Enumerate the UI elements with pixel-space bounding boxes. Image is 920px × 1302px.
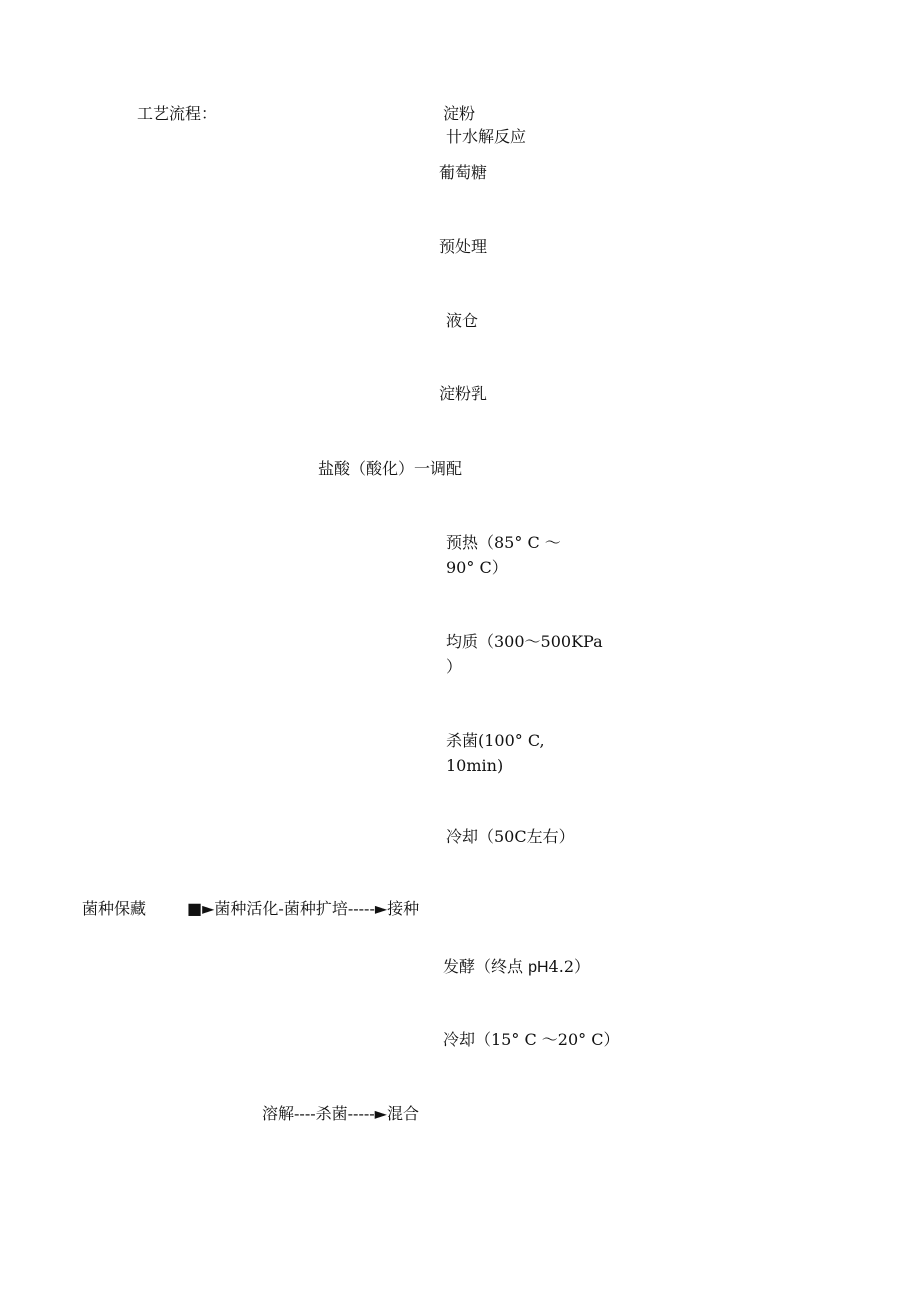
step-preheat-line1: 预热（85° C ～ — [446, 533, 561, 552]
culture-storage: 菌种保藏 — [82, 899, 147, 918]
culture-chain: ■►菌种活化-菌种扩培-----►接种 — [187, 899, 420, 918]
step-sterilize-line2: 10min) — [446, 756, 504, 775]
step-sterilize — [446, 728, 545, 778]
step-starch: 淀粉 — [443, 104, 476, 123]
dissolve-chain: 溶解----杀菌-----►混合 — [262, 1104, 419, 1123]
step-glucose: 葡萄糖 — [439, 163, 488, 182]
step-cool-2: 冷却（15° C ～20° C） — [443, 1030, 620, 1049]
step-ferment — [443, 957, 590, 978]
step-starch-milk: 淀粉乳 — [439, 384, 488, 403]
step-cool-1: 冷却（50C左右） — [446, 827, 575, 846]
step-sterilize-line1: 杀菌(100° C, — [446, 731, 545, 750]
step-blending: 盐酸（酸化）一调配 — [318, 459, 463, 478]
step-homogenize-line1: 均质（300～500KPa — [446, 632, 603, 651]
step-ferment-ph: pH — [528, 959, 549, 976]
process-heading: 工艺流程： — [137, 104, 218, 123]
step-hydrolysis: 卄水解反应 — [446, 127, 527, 146]
step-preheat — [446, 530, 561, 580]
step-liquid-tank: 液仓 — [446, 311, 479, 330]
step-preheat-line2: 90° C） — [446, 558, 508, 577]
step-homogenize — [446, 629, 603, 679]
step-homogenize-line2: ） — [446, 657, 463, 676]
step-ferment-prefix: 发酵（终点 — [443, 957, 529, 976]
step-pretreatment: 预处理 — [439, 237, 488, 256]
step-ferment-suffix: 4.2） — [548, 957, 590, 976]
